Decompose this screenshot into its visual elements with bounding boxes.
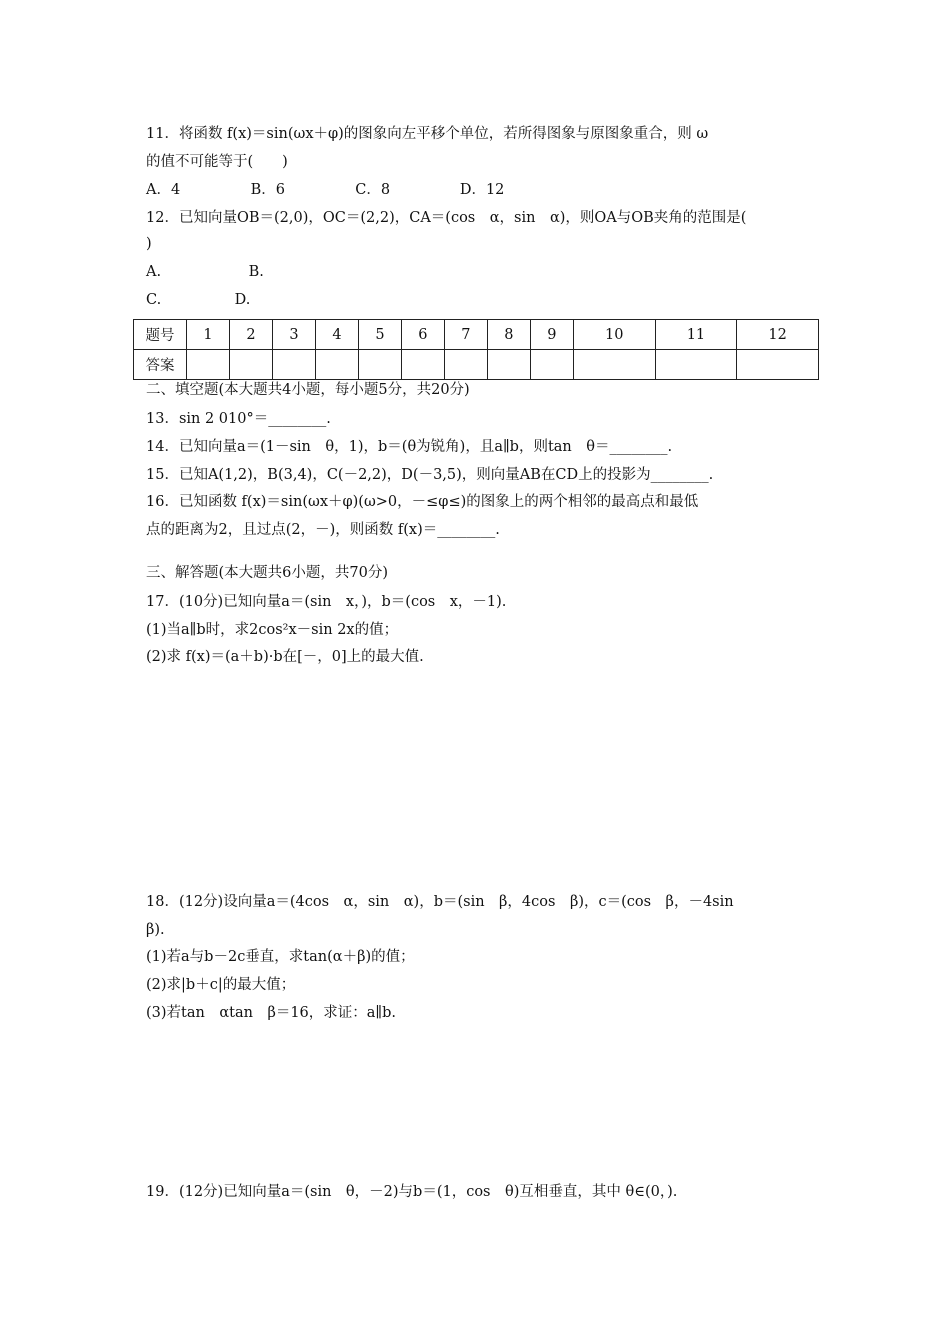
- q12-options-row1: [146, 262, 264, 282]
- answer-table-number: 2: [229, 320, 272, 350]
- answer-cell[interactable]: [573, 350, 655, 380]
- q11-stem-line1: 11．将函数 f(x)＝sin(ωx＋φ)的图象向左平移个单位，若所得图象与原图象重合，则 ω: [146, 126, 709, 142]
- q18-line3: (1)若a与b－2c垂直，求tan(α＋β)的值；: [146, 949, 415, 965]
- q18-line4: (2)求|b＋c|的最大值；: [146, 977, 296, 993]
- answer-table-number: 7: [444, 320, 487, 350]
- answer-cell[interactable]: [401, 350, 444, 380]
- answer-table-number: 9: [530, 320, 573, 350]
- answer-cell[interactable]: [530, 350, 573, 380]
- q12-stem-line1: 12．已知向量OB＝(2,0)，OC＝(2,2)，CA＝(cos α，sin α)，则OA与OB夹角的范围是(: [146, 210, 747, 226]
- answer-table-number-label: 题号: [134, 320, 187, 350]
- q11-option-a: A．4: [146, 182, 181, 198]
- answer-table-number: 11: [655, 320, 737, 350]
- answer-table-number: 6: [401, 320, 444, 350]
- q18-line2: β).: [146, 922, 165, 938]
- answer-table-answer-label: 答案: [134, 350, 187, 380]
- q16-line2: 点的距离为2，且过点(2，－)，则函数 f(x)＝________.: [146, 522, 500, 538]
- q11-option-d: D．12: [459, 182, 505, 198]
- answer-table-number: 12: [737, 320, 819, 350]
- answer-table-number: 5: [358, 320, 401, 350]
- answer-cell[interactable]: [272, 350, 315, 380]
- answer-cell[interactable]: [487, 350, 530, 380]
- q14: 14．已知向量a＝(1－sin θ，1)，b＝(θ为锐角)，且a∥b，则tan θ＝________.: [146, 439, 673, 455]
- answer-table-number: 10: [573, 320, 655, 350]
- q15: 15．已知A(1,2)，B(3,4)，C(－2,2)，D(－3,5)，则向量AB在CD上的投影为________.: [146, 467, 714, 483]
- q18-line5: (3)若tan αtan β＝16，求证：a∥b.: [146, 1005, 397, 1021]
- answer-table-answer-row: [134, 350, 819, 380]
- q11-stem-line2: 的值不可能等于( ): [146, 154, 288, 170]
- q12-options-row2: [146, 290, 250, 310]
- q18-line1: 18．(12分)设向量a＝(4cos α，sin α)，b＝(sin β，4cos β)，c＝(cos β，－4sin: [146, 894, 734, 910]
- q12-option-a: A.: [146, 264, 162, 280]
- answer-cell[interactable]: [315, 350, 358, 380]
- q17-line2: (1)当a∥b时，求2cos²x－sin 2x的值；: [146, 622, 399, 638]
- section3-title: 三、解答题(本大题共6小题，共70分): [146, 565, 388, 581]
- answer-table: [133, 319, 819, 380]
- answer-table-number: 1: [187, 320, 230, 350]
- q12-stem-line2: ): [146, 236, 152, 252]
- answer-cell[interactable]: [229, 350, 272, 380]
- q11-option-c: C．8: [355, 182, 391, 198]
- q17-line3: (2)求 f(x)＝(a＋b)·b在[－，0]上的最大值.: [146, 649, 424, 665]
- q17-line1: 17．(10分)已知向量a＝(sin x，)，b＝(cos x，－1).: [146, 594, 507, 610]
- q12-option-d: D.: [234, 292, 251, 308]
- q11-option-b: B．6: [250, 182, 285, 198]
- answer-table-number: 8: [487, 320, 530, 350]
- q11-options: [146, 180, 504, 200]
- answer-cell[interactable]: [444, 350, 487, 380]
- q13: 13．sin 2 010°＝________.: [146, 411, 331, 427]
- answer-cell[interactable]: [737, 350, 819, 380]
- q16-line1: 16．已知函数 f(x)＝sin(ωx＋φ)(ω>0，－≤φ≤)的图象上的两个相邻的最高点和最低: [146, 494, 699, 510]
- section2-title: 二、填空题(本大题共4小题，每小题5分，共20分): [146, 382, 470, 398]
- answer-cell[interactable]: [358, 350, 401, 380]
- q12-option-c: C.: [146, 292, 162, 308]
- answer-cell[interactable]: [655, 350, 737, 380]
- answer-table-number: 4: [315, 320, 358, 350]
- answer-table-number-row: [134, 320, 819, 350]
- q12-option-b: B.: [248, 264, 264, 280]
- answer-cell[interactable]: [187, 350, 230, 380]
- answer-table-number: 3: [272, 320, 315, 350]
- q19-line1: 19．(12分)已知向量a＝(sin θ，－2)与b＝(1，cos θ)互相垂直，其中 θ∈(0，).: [146, 1184, 678, 1200]
